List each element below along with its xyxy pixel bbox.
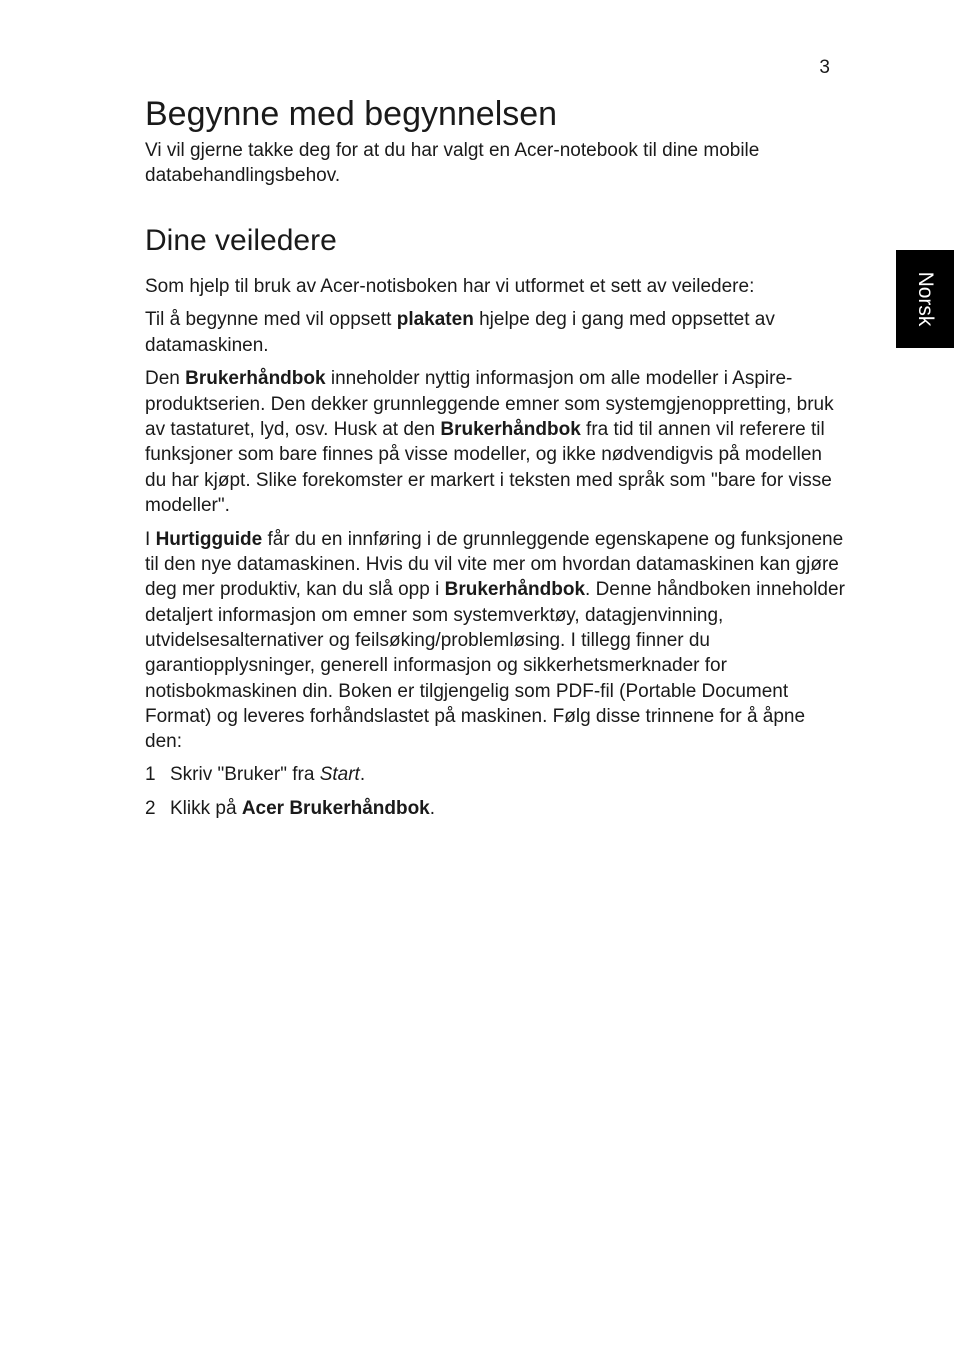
bold-term: Brukerhåndbok bbox=[440, 419, 581, 441]
list-item-number: 1 bbox=[145, 764, 156, 786]
bold-term: Hurtigguide bbox=[155, 528, 263, 550]
intro-paragraph: Vi vil gjerne takke deg for at du har valgt en Acer-notebook til dine mobile databehandlingsbehov. bbox=[145, 140, 760, 187]
text-span: Klikk på bbox=[170, 798, 242, 820]
text-span: hjelpe deg i gang med oppsettet av datamaskinen. bbox=[145, 309, 775, 356]
italic-term: Start bbox=[319, 764, 360, 786]
page-content bbox=[145, 94, 845, 822]
bold-term: Brukerhåndbok bbox=[444, 579, 586, 601]
bold-term: plakaten bbox=[396, 309, 474, 331]
quick-guide-paragraph bbox=[145, 527, 845, 755]
list-item-text bbox=[170, 762, 365, 787]
text-span: Den bbox=[145, 368, 186, 390]
page-number: 3 bbox=[819, 57, 830, 78]
text-span: får du en innføring i de grunnleggende egenskapene og funksjonene til den nye datamaskinen. Hvis du vil vite mer om hvordan datamaskinen kan gjøre deg mer produktiv, kan du slå opp i bbox=[145, 528, 844, 601]
bold-term: Brukerhåndbok bbox=[185, 368, 326, 390]
poster-paragraph bbox=[145, 307, 845, 358]
text-span: inneholder nyttig informasjon om alle modeller i Aspire-produktserien. Den dekker grunnleggende emner som systemgjenoppretting, bruk av tastaturet, lyd, osv. Husk at den bbox=[145, 368, 834, 441]
section-title-begynne: Begynne med begynnelsen bbox=[145, 95, 558, 133]
list-item bbox=[145, 762, 845, 787]
text-span: Til å begynne med vil oppsett bbox=[145, 309, 397, 331]
user-guide-paragraph bbox=[145, 366, 845, 518]
text-span: . Denne håndboken inneholder detaljert informasjon om emner som systemverktøy, datagjenvinning, utvidelsesalternativer og feilsøking/problemløsing. I tillegg finner du garantiopplysninger, generell informasjon og sikkerhetsmerknader for notisbokmaskinen din. Boken er tilgjengelig som PDF-fil (Portable Document Format) og leveres forhåndslastet på maskinen. Følg disse trinnene for å åpne den: bbox=[145, 579, 845, 753]
list-item bbox=[145, 796, 845, 821]
language-tab-label: Norsk bbox=[914, 271, 937, 327]
list-item-number: 2 bbox=[145, 798, 156, 820]
text-span: . bbox=[359, 764, 366, 786]
list-item-text bbox=[170, 796, 435, 821]
steps-list bbox=[145, 762, 845, 821]
text-span: . bbox=[429, 798, 436, 820]
guides-intro-paragraph: Som hjelp til bruk av Acer-notisboken har vi utformet et sett av veiledere: bbox=[145, 275, 755, 297]
bold-term: Acer Brukerhåndbok bbox=[241, 798, 430, 820]
text-span: I bbox=[145, 528, 156, 550]
language-tab bbox=[896, 250, 954, 348]
text-span: fra tid til annen vil referere til funksjoner som bare finnes på visse modeller, og ikke nødvendigvis på modellen du har kjøpt. Slike forekomster er markert i teksten med språk som "bare for visse modeller". bbox=[145, 419, 832, 516]
section-title-veiledere: Dine veiledere bbox=[145, 223, 337, 257]
text-span: Skriv "Bruker" fra bbox=[170, 764, 320, 786]
